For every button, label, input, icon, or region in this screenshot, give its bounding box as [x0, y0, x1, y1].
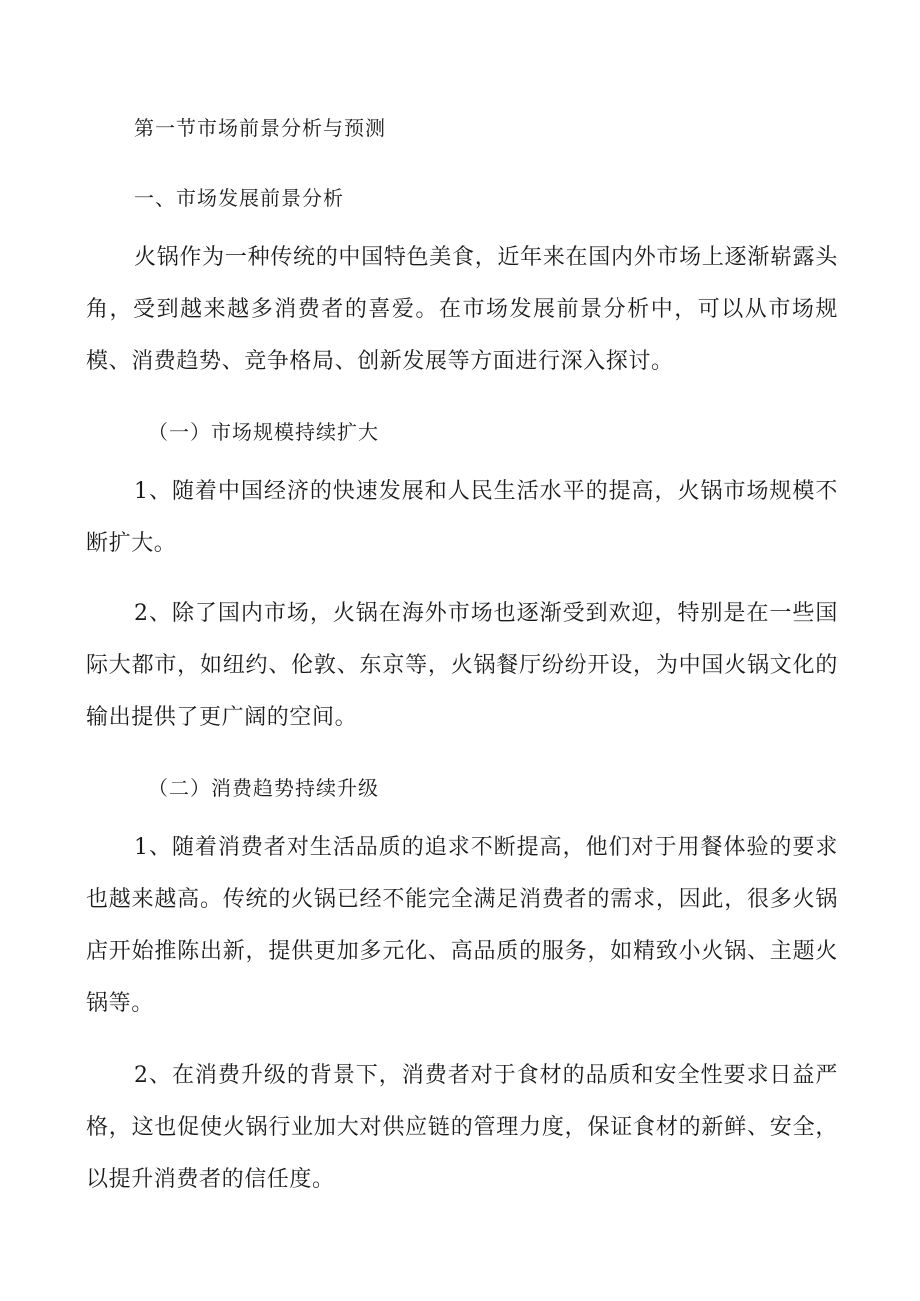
sub2-paragraph-1: 1、随着消费者对生活品质的追求不断提高，他们对于用餐体验的要求也越来越高。传统的火锅已经不能完全满足消费者的需求，因此，很多火锅店开始推陈出新，提供更加多元化、高品质的服务，如精致小火锅、主题火锅等。 [86, 835, 838, 1016]
sub1-paragraph-2: 2、除了国内市场，火锅在海外市场也逐渐受到欢迎，特别是在一些国际大都市，如纽约、伦敦、东京等，火锅餐厅纷纷开设，为中国火锅文化的输出提供了更广阔的空间。 [86, 601, 838, 730]
sub1-paragraph-1: 1、随着中国经济的快速发展和人民生活水平的提高，火锅市场规模不断扩大。 [86, 479, 838, 556]
chapter-title: 第一节市场前景分析与预测 [134, 116, 386, 140]
subsection-title-1: （一）市场规模持续扩大 [148, 420, 379, 444]
sub2-paragraph-2: 2、在消费升级的背景下，消费者对于食材的品质和安全性要求日益严格，这也促使火锅行业加大对供应链的管理力度，保证食材的新鲜、安全，以提升消费者的信任度。 [86, 1063, 838, 1192]
subsection-title-2: （二）消费趋势持续升级 [148, 776, 379, 800]
intro-paragraph: 火锅作为一种传统的中国特色美食，近年来在国内外市场上逐渐崭露头角，受到越来越多消费者的喜爱。在市场发展前景分析中，可以从市场规模、消费趋势、竞争格局、创新发展等方面进行深入探讨。 [86, 245, 838, 374]
section-title: 一、市场发展前景分析 [134, 186, 344, 210]
